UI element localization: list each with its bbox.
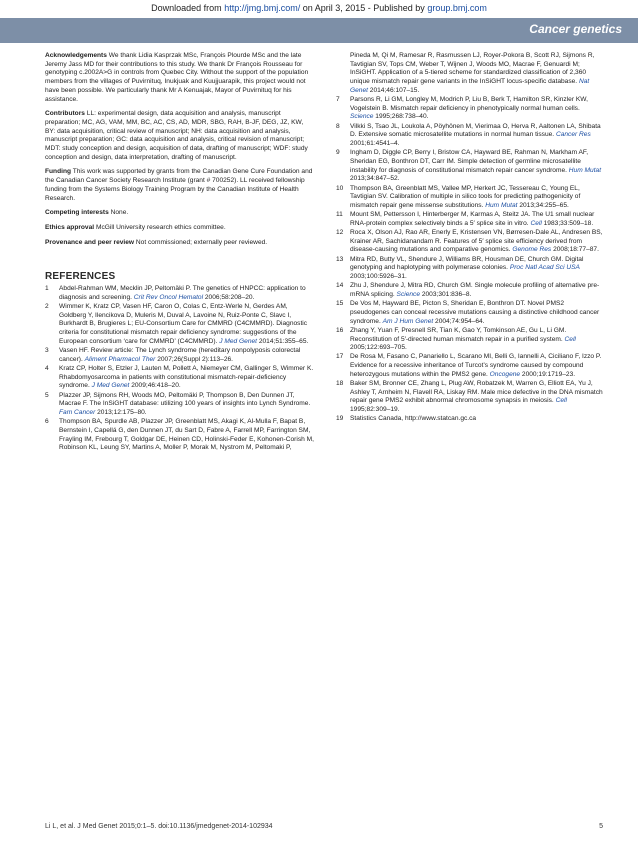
journal-link[interactable]: Cell <box>564 335 576 343</box>
references-heading: REFERENCES <box>45 271 116 283</box>
reference-number: 1 <box>45 285 49 293</box>
reference-text: Baker SM, Bronner CE, Zhang L, Plug AW, Robatzek M, Warren G, Elliott EA, Yu J, Ashley T, Arnheim N, Flavell RA, Liskay RM. Male mice defective in the DNA mismatch repair gene PMS2 exhibit abnormal chromosome synapsis in meiosis. <box>350 380 603 405</box>
reference-number: 11 <box>336 211 343 219</box>
journal-link[interactable]: Cell <box>530 219 542 227</box>
download-mid: on April 3, 2015 - Published by <box>300 3 428 13</box>
reference-text: Thompson BA, Spurdle AB, Plazzer JP, Greenblatt MS, Akagi K, Al-Mulla F, Bapat B, Bernstein I, Capellá G, den Dunnen JT, du Sart D, Fabre A, Farrell MP, Farrington SM, Frayling IM, Frebourg T, Goldgar DE, Heinen CD, Holinski-Feder E, Kohonen-Corish M, Robinson KL, Leung SY, Martins A, Moller P, Morak M, Nystrom M, Peltomaki P, <box>59 418 314 452</box>
reference-number: 12 <box>336 229 344 237</box>
reference-number: 8 <box>336 122 340 130</box>
section-text: We thank Lidia Kasprzak MSc, François Plourde MSc and the late Jeremy Jass MD for their contributions to this study. We thank Dr François Rousseau for genotyping c.2002A>G in controls from Quebec City. Without the support of the population members from the villages of Puvirnituq, Inukjuak and Kuujjuarapik, this project would not have been possible. We particularly thank Mr A Kenuajak, Mayor of Puvirnituq for his assistance. <box>45 52 309 103</box>
reference-text: Thompson BA, Greenblatt MS, Vallee MP, Herkert JC, Tessereau C, Young EL, Tavtigian SV. Calibration of multiple in silico tools for predicting pathogenicity of mismatch repair gene missense substitutions. <box>350 184 581 209</box>
section-label: Provenance and peer review <box>45 238 135 246</box>
section-banner <box>0 18 638 43</box>
reference-text: Roca X, Olson AJ, Rao AR, Enerly E, Kristensen VN, Børresen-Dale AL, Andresen BS, Krainer AR, Sachidanandam R. Features of 5′ splice site efficiency derived from disease-causing mutations and comparative genomics. <box>350 229 603 254</box>
back-matter-section <box>45 110 315 162</box>
reference-number: 6 <box>45 418 49 426</box>
section-label: Competing interests <box>45 209 109 217</box>
back-matter-section <box>45 209 315 218</box>
journal-link[interactable]: Cell <box>555 397 567 405</box>
journal-link[interactable]: Am J Hum Genet <box>382 317 434 325</box>
reference-item <box>336 380 604 415</box>
reference-item <box>336 185 604 211</box>
reference-text: Mitra RD, Butty VL, Shendure J, Williams BR, Housman DE, Church GM. Digital genotyping and haplotyping with polymerase colonies. <box>350 255 584 272</box>
publisher-link[interactable]: group.bmj.com <box>427 3 487 13</box>
reference-number: 15 <box>336 300 344 308</box>
reference-number: 19 <box>336 415 344 423</box>
reference-citation: 2000;19:1719–23. <box>520 370 576 378</box>
page-footer <box>45 822 603 832</box>
journal-link[interactable]: J Med Genet <box>219 337 257 345</box>
journal-link[interactable]: Nat Genet <box>350 78 590 94</box>
section-label: Funding <box>45 168 71 176</box>
reference-item <box>45 392 315 418</box>
reference-text: Zhang Y, Yuan F, Presnell SR, Tian K, Gao Y, Tomkinson AE, Gu L, Li GM. Reconstitution of 5′-directed human mismatch repair in a purified system. <box>350 326 567 343</box>
reference-number: 14 <box>336 282 344 290</box>
reference-text: De Vos M, Hayward BE, Picton S, Sheridan E, Bonthron DT. Novel PMS2 pseudogenes can conceal recessive mutations causing a distinctive childhood cancer syndrome. <box>350 300 600 325</box>
reference-item <box>336 282 604 299</box>
reference-number: 5 <box>45 391 49 399</box>
reference-item <box>336 211 604 228</box>
reference-number: 17 <box>336 353 344 361</box>
section-text: McGill University research ethics committee. <box>95 223 226 231</box>
reference-item <box>336 327 604 353</box>
section-text: Not commissioned; externally peer reviewed. <box>135 238 268 246</box>
reference-citation: 1995;82:309–19. <box>350 406 400 414</box>
reference-number: 18 <box>336 380 344 388</box>
reference-text: De Rosa M, Fasano C, Panariello L, Scarano MI, Belli G, Iannelli A, Ciciliano F, Izzo P. Evidence for a recessive inheritance of Turcot’s syndrome caused by compound heterozygous mutations within the PMS2 gene. <box>350 353 602 378</box>
reference-citation: 2008;18:77–87. <box>551 246 599 254</box>
reference-citation: 2007;26(Suppl 2):113–26. <box>155 355 233 363</box>
reference-item <box>336 229 604 255</box>
journal-link[interactable]: Hum Mutat <box>485 201 518 209</box>
reference-text: Mount SM, Pettersson I, Hinterberger M, Karmas A, Steitz JA. The U1 small nuclear RNA-protein complex selectively binds a 5′ splice site in vitro. <box>350 211 595 227</box>
back-matter-section <box>45 168 315 203</box>
reference-number: 7 <box>336 96 340 104</box>
journal-link[interactable]: J Med Genet <box>91 382 130 390</box>
section-label: Acknowledgements <box>45 52 107 59</box>
left-column <box>45 52 315 453</box>
reference-citation: 1995;268:738–40. <box>373 113 429 121</box>
citation-footer: Li L, et al. J Med Genet 2015;0:1–5. doi:10.1136/jmedgenet-2014-102934 <box>45 823 273 830</box>
reference-citation: 1983;33:509–18. <box>541 219 594 227</box>
reference-number: 9 <box>336 149 340 157</box>
reference-citation: 2014;46:107–15. <box>367 86 420 94</box>
reference-item <box>336 123 604 149</box>
reference-text: Ingham D, Diggle CP, Berry I, Bristow CA, Hayward BE, Rahman N, Markham AF, Sheridan EG, Bonthron DT, Carr IM. Simple detection of germline microsatellite instability for diagnosis of constitutional mismatch repair cancer syndrome. <box>350 149 589 174</box>
back-matter-section <box>45 224 315 233</box>
reference-text: Statistics Canada, http://www.statcan.gc.ca <box>350 415 477 423</box>
reference-list-right <box>336 52 604 424</box>
section-text: None. <box>110 209 129 217</box>
download-prefix: Downloaded from <box>151 3 225 13</box>
reference-item <box>336 353 604 379</box>
reference-citation: 2013;34:255–65. <box>517 201 569 209</box>
reference-list-left <box>45 285 315 453</box>
reference-citation: 2013;12:175–80. <box>95 408 147 416</box>
journal-link[interactable]: Proc Natl Acad Sci USA <box>509 264 580 272</box>
reference-number: 3 <box>45 346 49 354</box>
reference-citation: 2001;61:4541–4. <box>350 140 400 148</box>
reference-text: Abdel-Rahman WM, Mecklin JP, Peltomäki P. The genetics of HNPCC: application to diagnosis and screening. <box>59 285 306 301</box>
back-matter <box>45 52 315 247</box>
section-title: Cancer genetics <box>529 22 622 36</box>
journal-link[interactable]: Oncogene <box>489 370 521 378</box>
reference-item <box>45 365 315 391</box>
reference-item <box>336 256 604 282</box>
reference-text: Zhu J, Shendure J, Mitra RD, Church GM. Single molecule profiling of alternative pre-mRNA splicing. <box>350 282 600 298</box>
section-label: Contributors <box>45 110 85 118</box>
reference-number: 13 <box>336 255 344 263</box>
reference-item <box>336 415 604 424</box>
journal-link[interactable]: Science <box>396 290 421 298</box>
reference-number: 4 <box>45 364 49 372</box>
reference-item <box>336 52 604 96</box>
right-column <box>336 52 604 425</box>
reference-citation: 2005;122:693–705. <box>350 344 407 352</box>
reference-number: 16 <box>336 326 344 334</box>
download-notice <box>0 0 638 16</box>
reference-text: Parsons R, Li GM, Longley M, Modrich P, Liu B, Berk T, Hamilton SR, Kinzler KW, Vogelstein B. Mismatch repair deficiency in phenotypically normal human cells. <box>350 96 588 112</box>
journal-link[interactable]: Hum Mutat <box>568 166 602 174</box>
reference-text: Plazzer JP, Sijmons RH, Woods MO, Peltomäki P, Thompson B, Den Dunnen JT, Macrae F. The InSiGHT database: utilizing 100 years of insights into Lynch Syndrome. <box>59 391 311 408</box>
reference-item <box>45 285 315 302</box>
journal-link[interactable]: Crit Rev Oncol Hematol <box>133 293 204 301</box>
reference-text: Kratz CP, Holter S, Etzler J, Lauten M, Pollett A, Niemeyer CM, Gallinger S, Wimmer K. Rhabdomyosarcoma in patients with constitutional mismatch-repair-deficiency syndrome. <box>59 364 314 390</box>
reference-item <box>45 303 315 347</box>
reference-citation: 2014;51:355–65. <box>257 337 309 345</box>
reference-text: Pineda M, Qi M, Ramesar R, Rasmussen LJ, Royer-Pokora B, Scott RJ, Sijmons R, Tavtigian SV, Tops CM, Weber T, Wijnen J, Woods MO, Macrae F, Genuardi M; InSiGHT. Application of a 5-tiered scheme for standardized classification of 2,360 unique mismatch repair gene variants in the InSiGHT locus-specific database. <box>350 52 595 86</box>
reference-text: Wimmer K, Kratz CP, Vasen HF, Caron O, Colas C, Entz-Werle N, Gerdes AM, Goldberg Y, Ilencikova D, Muleris M, Duval A, Lavoine N, Ruiz-Ponte C, Slavc I, Burkhardt B, Brugieres L; EU-Consortium Care for CMMRD (C4CMMRD). Diagnostic criteria for constitutional mismatch repair deficiency syndrome: suggestions of the European consortium ‘care for CMMRD’ (C4CMMRD). <box>59 302 308 345</box>
reference-text: Vilkki S, Tsao JL, Loukola A, Pöyhönen M, Vierimaa O, Herva R, Aaltonen LA, Shibata D. Extensive somatic microsatellite mutations in normal human tissue. <box>350 122 601 139</box>
reference-citation: 2003;100:5926–31. <box>350 273 407 281</box>
back-matter-section <box>45 52 315 104</box>
section-label: Ethics approval <box>45 223 95 231</box>
reference-text: Vasen HF. Review article: The Lynch syndrome (hereditary nonpolyposis colorectal cancer). <box>59 346 301 363</box>
journal-link[interactable]: Cancer Res <box>555 131 591 139</box>
reference-item <box>45 418 315 453</box>
reference-citation: 2006;58:208–20. <box>203 293 255 301</box>
journal-link[interactable]: Genome Res <box>512 246 552 254</box>
page-number: 5 <box>599 823 603 830</box>
reference-item <box>336 300 604 326</box>
reference-item <box>336 96 604 122</box>
section-text: LL: experimental design, data acquisition and analysis, manuscript preparation; MC, AG, VAM, MM, BC, AC, CS, AD, MDR, SBG, RAH, B-JF, DEG, JZ, KW, BY: data acquisition, critical review of manuscript; NH: data acquisition and analysis, manuscript preparation; GC: data acquisition and analysis, critical revision of manuscript; MDT: study conception and design, acquisition of data, drafting of manuscript; WDF: study conception and design, data interpretation, drafting of manuscript. <box>45 110 308 161</box>
journal-link[interactable]: Aliment Pharmacol Ther <box>84 355 156 363</box>
journal-link[interactable]: Science <box>350 113 374 121</box>
reference-item <box>45 347 315 364</box>
journal-link[interactable]: Fam Cancer <box>59 408 96 416</box>
reference-number: 2 <box>45 302 49 310</box>
reference-citation: 2009;46:418–20. <box>129 382 181 390</box>
reference-number: 10 <box>336 184 344 192</box>
reference-citation: 2004;74:954–64. <box>433 317 485 325</box>
download-link[interactable]: http://jmg.bmj.com/ <box>224 3 301 13</box>
section-text: This work was supported by grants from the Canadian Gene Cure Foundation and the Canadian Cancer Society Research Institute (grant # 700252). LL received fellowship funding from the Systems Biology Training Program by the Canadian Institute of Health Research. <box>45 168 313 202</box>
reference-citation: 2013;34:847–52. <box>350 175 400 183</box>
reference-item <box>336 149 604 184</box>
reference-citation: 2003;301:836–8. <box>420 290 472 298</box>
back-matter-section <box>45 239 315 248</box>
